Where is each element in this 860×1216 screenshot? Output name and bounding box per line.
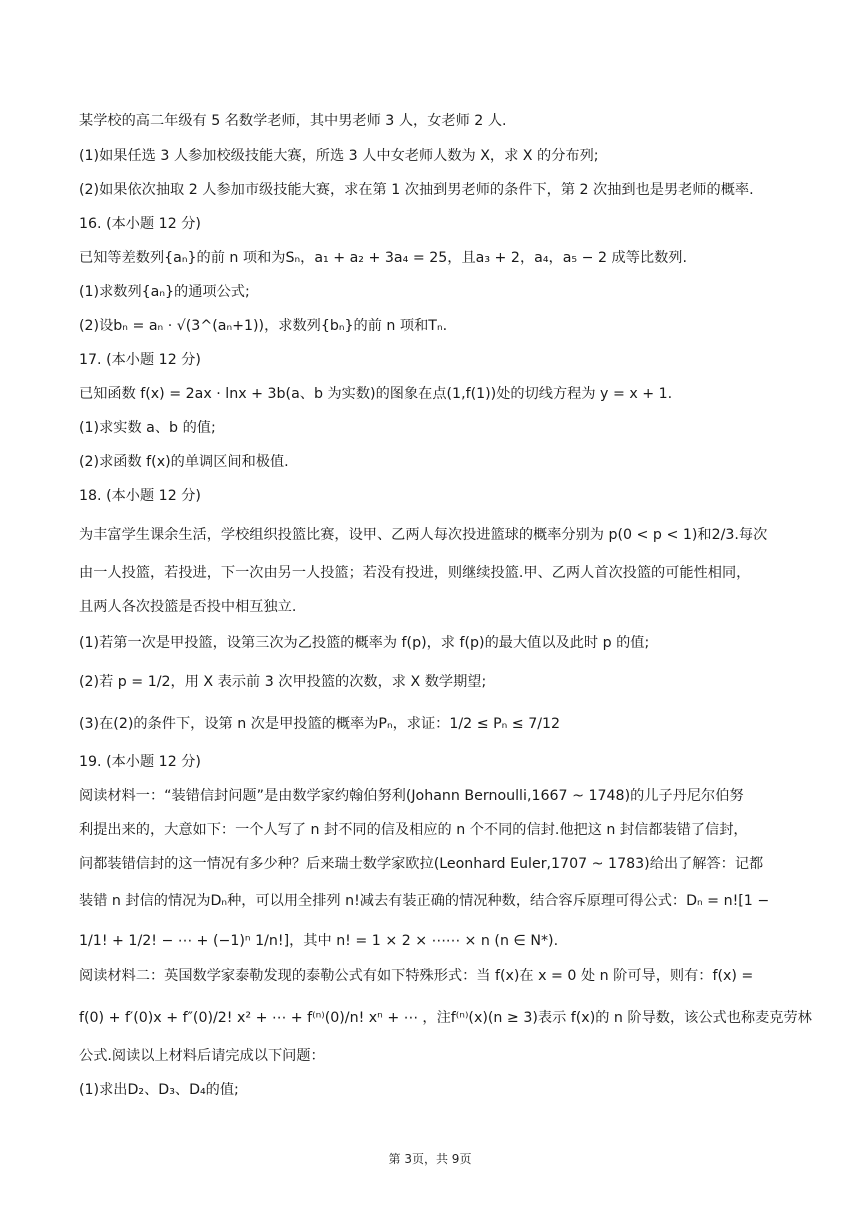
problem19-material1-line-2: 利提出来的，大意如下：一个人写了 n 封不同的信及相应的 n 个不同的信封.他把这 n 封信都装错了信封， — [79, 822, 748, 838]
problem16-question-1: (1)求数列{aₙ}的通项公式; — [79, 284, 250, 300]
problem16-intro: 已知等差数列{aₙ}的前 n 项和为Sₙ，a₁ + a₂ + 3a₄ = 25，且a₃ + 2，a₄，a₅ − 2 成等比数列. — [79, 250, 687, 266]
problem17-intro: 已知函数 f(x) = 2ax · lnx + 3b(a、b 为实数)的图象在点(1,f(1))处的切线方程为 y = x + 1. — [79, 386, 673, 402]
problem16-question-2: (2)设bₙ = aₙ · √(3^(aₙ+1))，求数列{bₙ}的前 n 项和Tₙ. — [79, 318, 448, 334]
problem19-header: 19. (本小题 12 分) — [79, 754, 201, 770]
problem18-question-1: (1)若第一次是甲投篮，设第三次为乙投篮的概率为 f(p)，求 f(p)的最大值以及此时 p 的值; — [79, 635, 650, 651]
problem19-material1-line-5: 1/1! + 1/2! − ⋯ + (−1)ⁿ 1/n!]，其中 n! = 1 × 2 × ⋯⋯ × n (n ∈ N*). — [79, 933, 559, 949]
problem19-material2-line-2: f(0) + f′(0)x + f″(0)/2! x² + ⋯ + f⁽ⁿ⁾(0)/n! xⁿ + ⋯ ，注f⁽ⁿ⁾(x)(n ≥ 3)表示 f(x)的 n 阶导数，该公式也称麦克劳林 — [79, 1010, 812, 1026]
problem19-material2-line-1: 阅读材料二：英国数学家泰勒发现的泰勒公式有如下特殊形式：当 f(x)在 x = 0 处 n 阶可导，则有：f(x) = — [79, 968, 754, 984]
problem18-intro-line-1: 为丰富学生课余生活，学校组织投篮比赛，设甲、乙两人每次投进篮球的概率分别为 p(0 < p < 1)和2/3.每次 — [79, 527, 768, 543]
problem15-question-2: (2)如果依次抽取 2 人参加市级技能大赛，求在第 1 次抽到男老师的条件下，第 2 次抽到也是男老师的概率. — [79, 182, 754, 198]
problem19-material1-line-3: 问都装错信封的这一情况有多少种？后来瑞士数学家欧拉(Leonhard Euler,1707 ~ 1783)给出了解答：记都 — [79, 856, 764, 872]
problem18-question-3: (3)在(2)的条件下，设第 n 次是甲投篮的概率为Pₙ，求证：1/2 ≤ Pₙ ≤ 7/12 — [79, 716, 561, 732]
problem19-question-1: (1)求出D₂、D₃、D₄的值; — [79, 1082, 239, 1098]
problem18-question-2: (2)若 p = 1/2，用 X 表示前 3 次甲投篮的次数，求 X 数学期望; — [79, 674, 487, 690]
problem18-header: 18. (本小题 12 分) — [79, 488, 201, 504]
problem17-header: 17. (本小题 12 分) — [79, 352, 201, 368]
problem16-header: 16. (本小题 12 分) — [79, 216, 201, 232]
problem18-intro-line-2: 由一人投篮，若投进，下一次由另一人投篮；若没有投进，则继续投篮.甲、乙两人首次投篮的可能性相同， — [79, 565, 751, 581]
problem15-question-1: (1)如果任选 3 人参加校级技能大赛，所选 3 人中女老师人数为 X，求 X 的分布列; — [79, 148, 599, 164]
problem15-intro: 某学校的高二年级有 5 名数学老师，其中男老师 3 人，女老师 2 人. — [79, 113, 507, 129]
problem18-intro-line-3: 且两人各次投篮是否投中相互独立. — [79, 599, 297, 615]
problem19-material1-line-4: 装错 n 封信的情况为Dₙ种，可以用全排列 n!减去有装正确的情况种数，结合容斥原理可得公式：Dₙ = n![1 − — [79, 893, 770, 909]
problem19-material2-line-3: 公式.阅读以上材料后请完成以下问题： — [79, 1048, 325, 1064]
problem17-question-1: (1)求实数 a、b 的值; — [79, 420, 216, 436]
page-footer: 第 3页，共 9页 — [388, 1152, 472, 1166]
problem19-material1-line-1: 阅读材料一：“装错信封问题”是由数学家约翰伯努利(Johann Bernoulli,1667 ~ 1748)的儿子丹尼尔伯努 — [79, 788, 744, 804]
problem17-question-2: (2)求函数 f(x)的单调区间和极值. — [79, 454, 289, 470]
